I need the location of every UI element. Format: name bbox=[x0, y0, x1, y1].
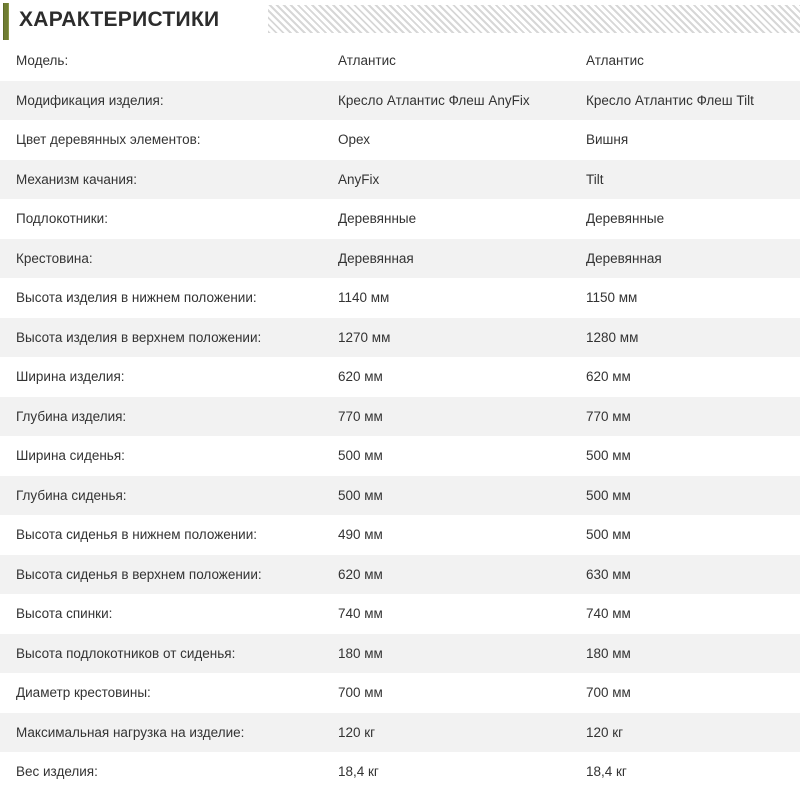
table-row bbox=[0, 515, 800, 555]
spec-value-column-1: 770 мм bbox=[338, 408, 383, 424]
spec-value-column-1: 18,4 кг bbox=[338, 764, 379, 780]
spec-value-column-1: Деревянная bbox=[338, 250, 414, 266]
spec-value-column-2: 180 мм bbox=[586, 645, 631, 661]
table-row bbox=[0, 199, 800, 239]
table-row bbox=[0, 476, 800, 516]
specifications-table bbox=[0, 41, 800, 792]
spec-value-column-1: 500 мм bbox=[338, 487, 383, 503]
spec-value-column-2: Вишня bbox=[586, 132, 629, 148]
spec-value-column-1: 180 мм bbox=[338, 645, 383, 661]
diagonal-stripes-decoration bbox=[268, 5, 800, 33]
spec-label: Цвет деревянных элементов: bbox=[16, 132, 201, 148]
spec-label: Вес изделия: bbox=[16, 764, 98, 780]
table-row bbox=[0, 239, 800, 279]
spec-value-column-1: 740 мм bbox=[338, 606, 383, 622]
spec-value-column-2: Деревянные bbox=[586, 211, 665, 227]
spec-value-column-2: 120 кг bbox=[586, 724, 624, 740]
spec-label: Высота подлокотников от сиденья: bbox=[16, 645, 236, 661]
spec-label: Модификация изделия: bbox=[16, 92, 164, 108]
table-row bbox=[0, 357, 800, 397]
table-row bbox=[0, 397, 800, 437]
table-row bbox=[0, 41, 800, 81]
page-title: ХАРАКТЕРИСТИКИ bbox=[19, 8, 220, 31]
spec-value-column-1: 1140 мм bbox=[338, 290, 390, 306]
spec-value-column-2: 1150 мм bbox=[586, 290, 638, 306]
table-row bbox=[0, 318, 800, 358]
spec-value-column-1: 120 кг bbox=[338, 724, 376, 740]
spec-value-column-1: Кресло Атлантис Флеш AnyFix bbox=[338, 92, 530, 108]
spec-value-column-2: Кресло Атлантис Флеш Tilt bbox=[586, 92, 754, 108]
table-row bbox=[0, 160, 800, 200]
table-row bbox=[0, 634, 800, 674]
spec-value-column-2: Деревянная bbox=[586, 250, 662, 266]
spec-value-column-1: Атлантис bbox=[338, 53, 396, 69]
table-row bbox=[0, 278, 800, 318]
spec-label: Высота спинки: bbox=[16, 606, 113, 622]
spec-value-column-1: 490 мм bbox=[338, 527, 383, 543]
spec-label: Диаметр крестовины: bbox=[16, 685, 151, 701]
spec-label: Высота изделия в верхнем положении: bbox=[16, 329, 262, 345]
spec-value-column-1: Орех bbox=[338, 132, 370, 148]
table-row bbox=[0, 436, 800, 476]
spec-value-column-2: Атлантис bbox=[586, 53, 644, 69]
spec-value-column-1: AnyFix bbox=[338, 171, 380, 187]
spec-value-column-2: 500 мм bbox=[586, 527, 631, 543]
spec-value-column-2: 630 мм bbox=[586, 566, 631, 582]
table-row bbox=[0, 673, 800, 713]
spec-label: Высота сиденья в верхнем положении: bbox=[16, 566, 262, 582]
spec-label: Подлокотники: bbox=[16, 211, 108, 227]
spec-value-column-1: 1270 мм bbox=[338, 329, 391, 345]
spec-value-column-2: 700 мм bbox=[586, 685, 631, 701]
table-row bbox=[0, 81, 800, 121]
spec-value-column-1: 700 мм bbox=[338, 685, 383, 701]
spec-value-column-1: 620 мм bbox=[338, 369, 383, 385]
spec-label: Глубина сиденья: bbox=[16, 487, 127, 503]
table-row bbox=[0, 713, 800, 753]
spec-value-column-2: 770 мм bbox=[586, 408, 631, 424]
spec-label: Крестовина: bbox=[16, 250, 93, 266]
table-row bbox=[0, 555, 800, 595]
table-row bbox=[0, 120, 800, 160]
spec-label: Ширина сиденья: bbox=[16, 448, 125, 464]
spec-value-column-2: 1280 мм bbox=[586, 329, 639, 345]
spec-value-column-1: 620 мм bbox=[338, 566, 383, 582]
spec-value-column-1: 500 мм bbox=[338, 448, 383, 464]
spec-label: Модель: bbox=[16, 53, 69, 69]
spec-label: Высота изделия в нижнем положении: bbox=[16, 290, 257, 306]
section-header bbox=[0, 0, 800, 41]
spec-value-column-2: 620 мм bbox=[586, 369, 631, 385]
spec-label: Глубина изделия: bbox=[16, 408, 127, 424]
accent-bar-decoration bbox=[3, 3, 9, 40]
spec-value-column-2: 740 мм bbox=[586, 606, 631, 622]
spec-label: Высота сиденья в нижнем положении: bbox=[16, 527, 258, 543]
spec-value-column-1: Деревянные bbox=[338, 211, 417, 227]
spec-value-column-2: Tilt bbox=[586, 171, 604, 187]
table-row bbox=[0, 752, 800, 792]
spec-value-column-2: 500 мм bbox=[586, 487, 631, 503]
spec-label: Ширина изделия: bbox=[16, 369, 125, 385]
table-row bbox=[0, 594, 800, 634]
spec-value-column-2: 18,4 кг bbox=[586, 764, 627, 780]
spec-label: Механизм качания: bbox=[16, 171, 137, 187]
spec-label: Максимальная нагрузка на изделие: bbox=[16, 724, 245, 740]
spec-value-column-2: 500 мм bbox=[586, 448, 631, 464]
